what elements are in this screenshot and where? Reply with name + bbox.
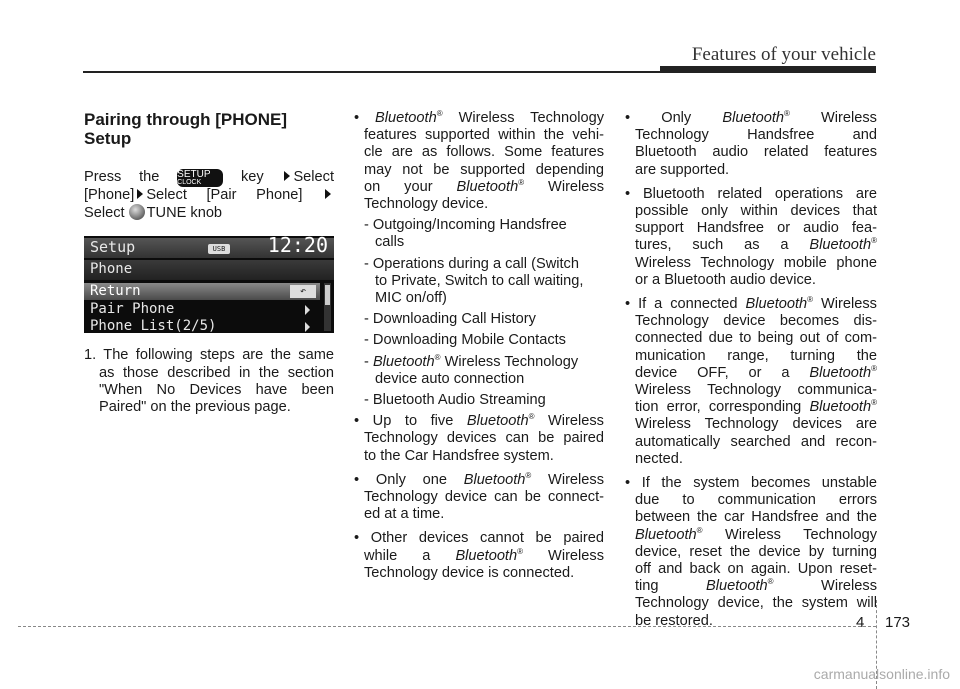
instruction-text: Press the SETUP CLOCK key Select [Phone] Select [Pair Phone] Select TUNE knob bbox=[84, 169, 334, 222]
screen-scrollbar bbox=[324, 283, 331, 331]
bullet-unstable-system: • If the system becomes unstable due to communication errors between the car Handsfree and the Bluetooth® Wireless Technology device, reset the device by turning off and back on again. Upon reset- ting Bluetooth® Wireless Technology device, the system will be restored. bbox=[625, 475, 877, 629]
arrow-right-icon bbox=[284, 171, 290, 181]
screen-item-return: Return ↶ bbox=[84, 283, 320, 300]
screen-title-bar: Setup USB 12:20 bbox=[84, 238, 334, 258]
bullet-other-devices: • Other devices cannot be paired while a Bluetooth® Wireless Technology device is connected. bbox=[354, 530, 604, 581]
step-1: 1. The following steps are the same as those described in the section "When No Devices have been Paired" on the previous page. bbox=[84, 347, 334, 416]
watermark: carmanualsonline.info bbox=[813, 666, 950, 682]
bullet-only-handsfree: • Only Bluetooth® Wireless Technology Handsfree and Bluetooth audio related features are supported. bbox=[625, 109, 877, 178]
page-number: 173 bbox=[885, 614, 911, 631]
section-number: 4 bbox=[856, 614, 865, 631]
setup-screen-image bbox=[84, 236, 334, 333]
bullet-features: • Bluetooth® Wireless Technology features supported within the vehi- cle are as follows. Some features may not be supported depending on your Bluetooth® Wireless Technology device. bbox=[354, 109, 604, 213]
arrow-right-icon bbox=[137, 189, 143, 199]
chevron-right-icon bbox=[305, 322, 310, 332]
setup-key-icon: SETUP CLOCK bbox=[177, 169, 223, 187]
column-1 bbox=[84, 110, 334, 416]
screen-item-phone-list: Phone List(2/5) bbox=[84, 318, 320, 333]
feature-sublist: - Outgoing/Incoming Handsfree calls - Operations during a call (Switch to Private, Switch to call waiting, MIC on/off) - Downloading Call History - Downloading Mobile Contacts - Bluetooth® Wireless Technology device auto connection - Bluetooth Audio Streaming bbox=[364, 217, 584, 409]
arrow-right-icon bbox=[325, 189, 331, 199]
screen-item-pair-phone: Pair Phone bbox=[84, 301, 320, 318]
usb-icon: USB bbox=[208, 244, 230, 254]
section-heading: Pairing through [PHONE] Setup bbox=[84, 110, 288, 148]
bullet-only-one: • Only one Bluetooth® Wireless Technology device can be connect- ed at a time. bbox=[354, 471, 604, 523]
footer-rule bbox=[18, 626, 876, 627]
header-rule-thick bbox=[660, 66, 876, 73]
section-title: Features of your vehicle bbox=[691, 44, 876, 65]
bullet-related-operations: • Bluetooth related operations are possible only within devices that support Handsfree or audio fea- tures, such as a Bluetooth® Wireless Technology mobile phone or a Bluetooth audio device. bbox=[625, 185, 877, 288]
screen-phone-header: Phone bbox=[84, 260, 334, 280]
column-3 bbox=[625, 110, 877, 630]
bullet-up-to-five: • Up to five Bluetooth® Wireless Technology devices can be paired to the Car Handsfree system. bbox=[354, 412, 604, 464]
chevron-right-icon bbox=[305, 305, 310, 315]
bullet-connected-device: • If a connected Bluetooth® Wireless Technology device becomes dis- connected due to being out of com- munication range, turning the device OFF, or a Bluetooth® Wireless Technology communica- tion error, corresponding Bluetooth® Wireless Technology devices are automatically searched and recon- nected. bbox=[625, 295, 878, 467]
return-arrow-icon: ↶ bbox=[290, 285, 316, 298]
screen-clock: 12:20 bbox=[267, 236, 328, 258]
tune-knob-icon bbox=[129, 204, 145, 220]
column-2 bbox=[354, 110, 604, 582]
